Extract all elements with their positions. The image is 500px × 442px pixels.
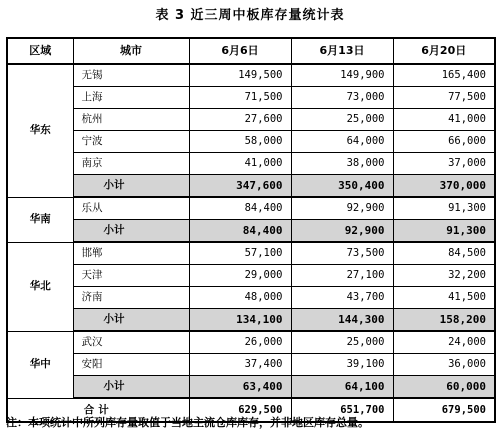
subtotal-value: 350,400 — [291, 175, 393, 198]
city-cell: 武汉 — [73, 331, 189, 354]
value-cell: 149,500 — [189, 64, 291, 87]
value-cell: 48,000 — [189, 287, 291, 309]
subtotal-value: 64,100 — [291, 376, 393, 399]
city-cell: 宁波 — [73, 131, 189, 153]
header-date-3: 6月20日 — [393, 38, 495, 64]
city-cell: 邯郸 — [73, 242, 189, 265]
value-cell: 73,500 — [291, 242, 393, 265]
city-cell: 天津 — [73, 265, 189, 287]
region-cell: 华东 — [7, 64, 73, 197]
value-cell: 25,000 — [291, 109, 393, 131]
header-date-1: 6月6日 — [189, 38, 291, 64]
value-cell: 37,000 — [393, 153, 495, 175]
value-cell: 36,000 — [393, 354, 495, 376]
table-row — [7, 354, 495, 376]
subtotal-row — [7, 309, 495, 332]
value-cell: 71,500 — [189, 87, 291, 109]
table-row — [7, 265, 495, 287]
value-cell: 84,500 — [393, 242, 495, 265]
value-cell: 91,300 — [393, 197, 495, 220]
subtotal-value: 91,300 — [393, 220, 495, 243]
subtotal-label: 小计 — [73, 309, 189, 332]
value-cell: 24,000 — [393, 331, 495, 354]
region-cell: 华中 — [7, 331, 73, 398]
subtotal-value: 63,400 — [189, 376, 291, 399]
city-cell: 无锡 — [73, 64, 189, 87]
header-region: 区域 — [7, 38, 73, 64]
subtotal-label: 小计 — [73, 175, 189, 198]
subtotal-value: 134,100 — [189, 309, 291, 332]
subtotal-value: 370,000 — [393, 175, 495, 198]
table-row — [7, 242, 495, 265]
value-cell: 39,100 — [291, 354, 393, 376]
header-date-2: 6月13日 — [291, 38, 393, 64]
value-cell: 41,500 — [393, 287, 495, 309]
value-cell: 37,400 — [189, 354, 291, 376]
value-cell: 77,500 — [393, 87, 495, 109]
subtotal-label: 小计 — [73, 220, 189, 243]
city-cell: 杭州 — [73, 109, 189, 131]
value-cell: 32,200 — [393, 265, 495, 287]
table-row — [7, 131, 495, 153]
footnote: 注：本项统计中所列库存量取值于当地主流仓库库存，并非地区库存总量。 — [6, 416, 369, 429]
table-row — [7, 331, 495, 354]
total-value: 629,500 — [189, 398, 291, 422]
value-cell: 43,700 — [291, 287, 393, 309]
subtotal-value: 92,900 — [291, 220, 393, 243]
value-cell: 149,900 — [291, 64, 393, 87]
table-title: 表 3 近三周中板库存量统计表 — [155, 8, 345, 23]
value-cell: 84,400 — [189, 197, 291, 220]
value-cell: 41,000 — [393, 109, 495, 131]
region-cell: 华北 — [7, 242, 73, 331]
subtotal-row — [7, 220, 495, 243]
value-cell: 41,000 — [189, 153, 291, 175]
value-cell: 73,000 — [291, 87, 393, 109]
value-cell: 29,000 — [189, 265, 291, 287]
value-cell: 165,400 — [393, 64, 495, 87]
value-cell: 26,000 — [189, 331, 291, 354]
table-row — [7, 287, 495, 309]
table-row — [7, 64, 495, 87]
subtotal-value: 60,000 — [393, 376, 495, 399]
subtotal-value: 347,600 — [189, 175, 291, 198]
value-cell: 66,000 — [393, 131, 495, 153]
region-cell: 华南 — [7, 197, 73, 242]
header-row — [7, 38, 495, 64]
city-cell: 南京 — [73, 153, 189, 175]
subtotal-row — [7, 175, 495, 198]
inventory-table — [6, 37, 496, 423]
subtotal-value: 84,400 — [189, 220, 291, 243]
city-cell: 济南 — [73, 287, 189, 309]
subtotal-value: 144,300 — [291, 309, 393, 332]
value-cell: 57,100 — [189, 242, 291, 265]
value-cell: 27,600 — [189, 109, 291, 131]
value-cell: 64,000 — [291, 131, 393, 153]
table-row — [7, 197, 495, 220]
subtotal-label: 小计 — [73, 376, 189, 399]
value-cell: 27,100 — [291, 265, 393, 287]
total-value: 679,500 — [393, 398, 495, 422]
city-cell: 安阳 — [73, 354, 189, 376]
city-cell: 乐从 — [73, 197, 189, 220]
table-row — [7, 153, 495, 175]
value-cell: 92,900 — [291, 197, 393, 220]
total-value: 651,700 — [291, 398, 393, 422]
value-cell: 38,000 — [291, 153, 393, 175]
total-label: 合计 — [7, 398, 189, 422]
table-row — [7, 109, 495, 131]
value-cell: 25,000 — [291, 331, 393, 354]
subtotal-value: 158,200 — [393, 309, 495, 332]
header-city: 城市 — [73, 38, 189, 64]
table-row — [7, 87, 495, 109]
subtotal-row — [7, 376, 495, 399]
city-cell: 上海 — [73, 87, 189, 109]
value-cell: 58,000 — [189, 131, 291, 153]
